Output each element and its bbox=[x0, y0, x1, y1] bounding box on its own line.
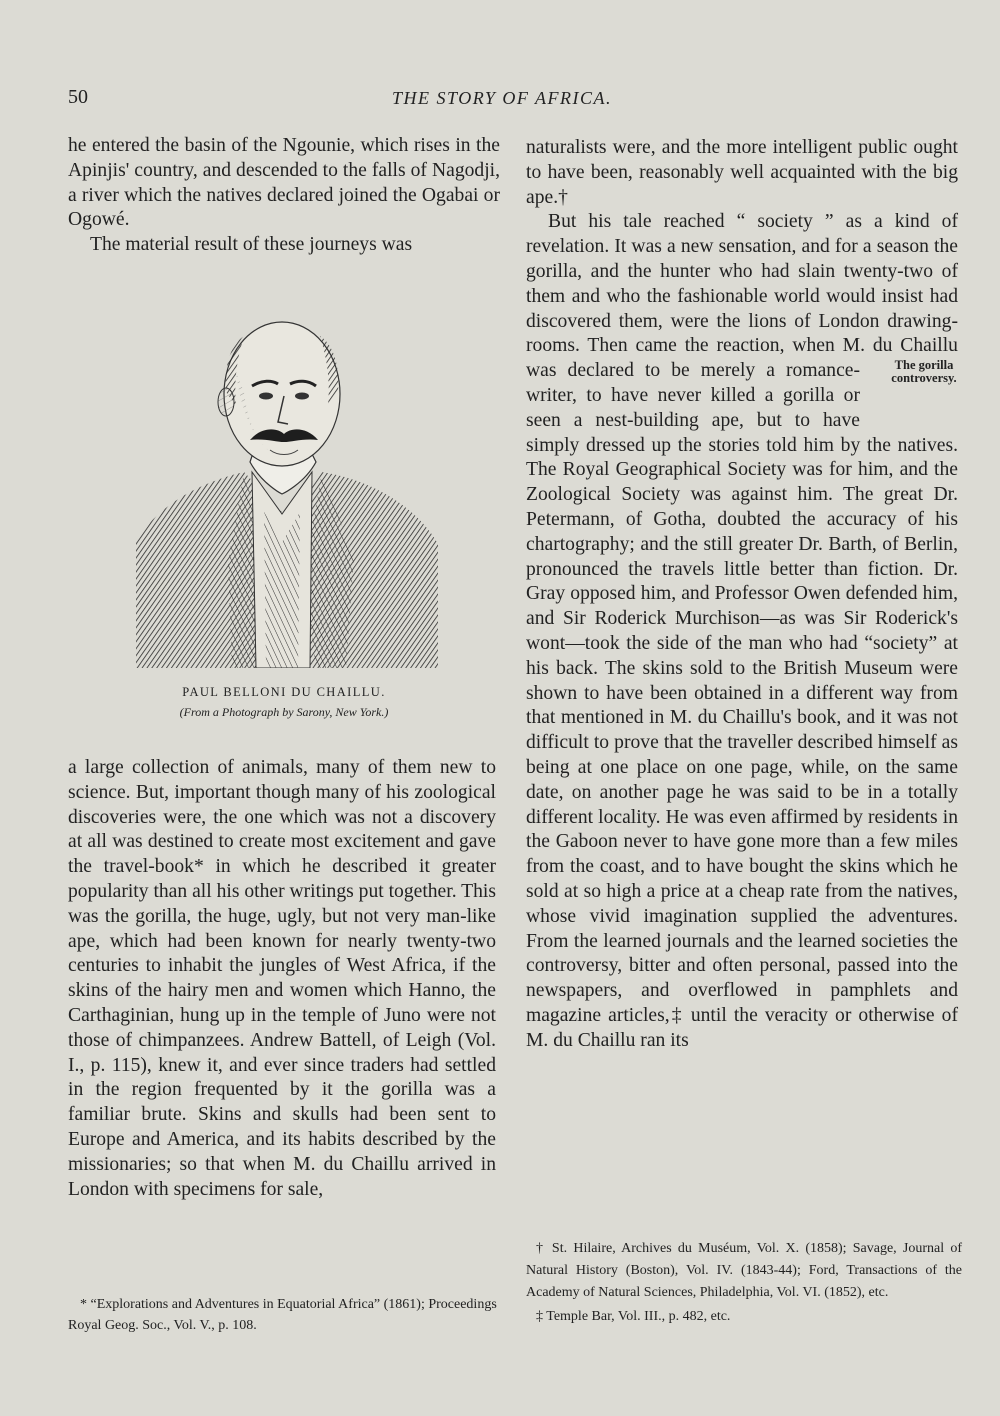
paragraph-text-before-note: But his tale reached “ society ” as a kind of revelation. It was a new sensation, and for a season the gorilla, and the hunter who had slain twenty-two of them and who the fashionable world would insist had discovered them, were the lions of London drawing-rooms. Then came the reaction, when M. du bbox=[526, 211, 958, 357]
page-number: 50 bbox=[68, 86, 88, 108]
paragraph: naturalists were, and the more intelligent public ought to have been, reasonably well acquainted with the big ape.† bbox=[526, 137, 958, 208]
footnote-star: * “Explorations and Adventures in Equatorial Africa” (1861); Proceedings Royal Geog. Soc., Vol. V., p. 108. bbox=[68, 1297, 497, 1333]
left-column-bottom bbox=[68, 756, 496, 1202]
margin-note-line: The gorilla bbox=[894, 358, 954, 373]
left-column-top bbox=[68, 134, 500, 258]
paragraph: The material result of these journeys was bbox=[90, 234, 413, 256]
paragraph bbox=[526, 210, 958, 1053]
right-column bbox=[526, 136, 958, 1053]
page-header bbox=[0, 86, 1000, 112]
running-title: THE STORY OF AFRICA. bbox=[392, 88, 613, 108]
paragraph-text-after-note: Chaillu was declared to be merely a romance-writer, to have never killed a gorilla or seen a nest-building ape, but to have simply dressed up the stories told him by the natives. The Royal Geographical Society was for him, and the Zoological Society was against him. The great Dr. Petermann, of Gotha, doubted the accuracy of his chartography; and the still greater Dr. Barth, of Berlin, pronounced the travels little better than fiction. Dr. Gray opposed him, and Professor Owen defended him, and Sir Roderick Murchison—as was Sir Roderick's wont—took the side of the man who had “society” at his back. The skins sold to the British Museum were shown to have been obtained in a different way from that mentioned in M. du Chaillu's book, and it was not difficult to prove that the traveller described himself as being at one place on one page, while, on the same date, on another page he was said to be in a totally different locality. He was even affirmed by residents in the Gaboon never to have gone more than a few miles from the coast, and to have bought the skins which he sold at so high a price at a cheap rate from the natives, whose vivid imagination supplied the adventures. From the learned journals and the learned societies the controversy, bitter and often personal, passed into the newspapers, and overflowed in pamphlets and magazine articles,‡ until the veracity or otherwise of M. du Chaillu ran its bbox=[526, 335, 958, 1051]
margin-note-line: controversy. bbox=[891, 371, 957, 386]
portrait-engraving bbox=[132, 312, 442, 668]
portrait-caption bbox=[68, 685, 500, 720]
footnote-dagger: † St. Hilaire, Archives du Muséum, Vol. X. (1858); Savage, Journal of Natural History (Boston), Vol. IV. (1843-44); Ford, Transactions of the Academy of Natural Sciences, Philadelphia, Vol. VI. (1852), etc. bbox=[526, 1241, 962, 1300]
paragraph: he entered the basin of the Ngounie, which rises in the Apinjis' country, and descended to the falls of Nagodji, a river which the natives declared joined the Ogabai or Ogowé. bbox=[68, 135, 500, 231]
margin-note bbox=[860, 359, 958, 409]
caption-name: PAUL BELLONI DU CHAILLU. bbox=[182, 685, 386, 699]
caption-credit: (From a Photograph by Sarony, New York.) bbox=[179, 705, 389, 719]
footnotes-right bbox=[526, 1238, 962, 1328]
paragraph: a large collection of animals, many of them new to science. But, important though many of his zoological discoveries were, the one which was not a discovery at all was destined to create most excitement and gave the travel-book* in which he described it greater popularity than all his other writings put together. This was the gorilla, the huge, ugly, but not very man-like ape, which had been known for nearly twenty-two centuries to inhabit the jungles of West Africa, if the skins of the hairy men and women which Hanno, the Carthaginian, hung up in the temple of Juno were not those of chimpanzees. Andrew Battell, of Leigh (Vol. I., p. 115), knew it, and ever since traders had settled in the region frequented by it the gorilla was a familiar brute. Skins and skulls had been sent to Europe and America, and its habits described by the missionaries; so that when M. du Chaillu arrived in London with specimens for sale, bbox=[68, 757, 496, 1200]
footnotes-left bbox=[68, 1294, 500, 1336]
footnote-double-dagger: ‡ Temple Bar, Vol. III., p. 482, etc. bbox=[536, 1309, 731, 1324]
